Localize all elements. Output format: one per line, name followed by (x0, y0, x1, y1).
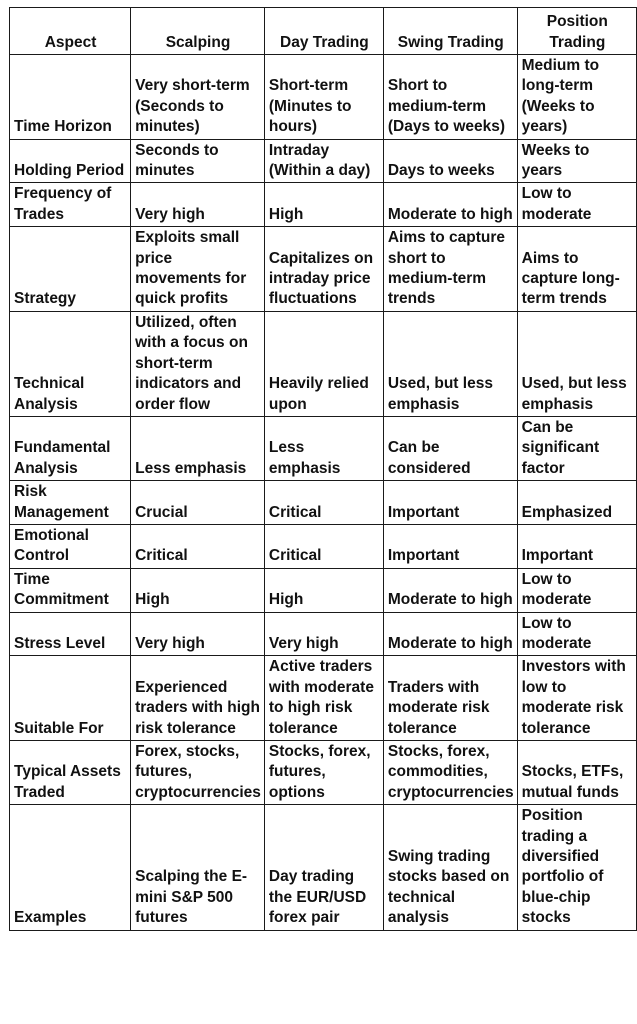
header-position-trading: Position Trading (517, 8, 636, 55)
position-trading-cell: Low to moderate (517, 183, 636, 227)
scalping-cell: Crucial (131, 481, 265, 525)
header-day-trading: Day Trading (264, 8, 383, 55)
comparison-table-container (9, 7, 637, 931)
header-row (10, 8, 637, 55)
table-row (10, 741, 637, 805)
position-trading-cell: Used, but less emphasis (517, 311, 636, 416)
swing-trading-cell: Stocks, forex, commodities, cryptocurrencies (383, 741, 517, 805)
header-scalping: Scalping (131, 8, 265, 55)
header-swing-trading: Swing Trading (383, 8, 517, 55)
day-trading-cell: Day trading the EUR/USD forex pair (264, 805, 383, 930)
scalping-cell: Very high (131, 612, 265, 656)
aspect-cell: Emotional Control (10, 524, 131, 568)
position-trading-cell: Medium to long-term (Weeks to years) (517, 55, 636, 140)
day-trading-cell: Intraday (Within a day) (264, 139, 383, 183)
table-row (10, 227, 637, 312)
day-trading-cell: High (264, 568, 383, 612)
swing-trading-cell: Short to medium-term (Days to weeks) (383, 55, 517, 140)
swing-trading-cell: Moderate to high (383, 612, 517, 656)
position-trading-cell: Position trading a diversified portfolio of blue-chip stocks (517, 805, 636, 930)
aspect-cell: Stress Level (10, 612, 131, 656)
aspect-cell: Risk Management (10, 481, 131, 525)
aspect-cell: Examples (10, 805, 131, 930)
day-trading-cell: Capitalizes on intraday price fluctuations (264, 227, 383, 312)
table-row (10, 481, 637, 525)
scalping-cell: Experienced traders with high risk tolerance (131, 656, 265, 741)
day-trading-cell: High (264, 183, 383, 227)
table-row (10, 805, 637, 930)
scalping-cell: Less emphasis (131, 416, 265, 480)
scalping-cell: Forex, stocks, futures, cryptocurrencies (131, 741, 265, 805)
scalping-cell: Critical (131, 524, 265, 568)
day-trading-cell: Critical (264, 481, 383, 525)
aspect-cell: Time Horizon (10, 55, 131, 140)
scalping-cell: Seconds to minutes (131, 139, 265, 183)
position-trading-cell: Stocks, ETFs, mutual funds (517, 741, 636, 805)
day-trading-cell: Very high (264, 612, 383, 656)
position-trading-cell: Can be significant factor (517, 416, 636, 480)
swing-trading-cell: Moderate to high (383, 183, 517, 227)
position-trading-cell: Aims to capture long-term trends (517, 227, 636, 312)
position-trading-cell: Important (517, 524, 636, 568)
scalping-cell: High (131, 568, 265, 612)
table-row (10, 416, 637, 480)
table-row (10, 612, 637, 656)
position-trading-cell: Weeks to years (517, 139, 636, 183)
aspect-cell: Fundamental Analysis (10, 416, 131, 480)
position-trading-cell: Low to moderate (517, 568, 636, 612)
swing-trading-cell: Aims to capture short to medium-term trends (383, 227, 517, 312)
scalping-cell: Scalping the E-mini S&P 500 futures (131, 805, 265, 930)
day-trading-cell: Active traders with moderate to high risk tolerance (264, 656, 383, 741)
day-trading-cell: Short-term (Minutes to hours) (264, 55, 383, 140)
swing-trading-cell: Moderate to high (383, 568, 517, 612)
position-trading-cell: Low to moderate (517, 612, 636, 656)
swing-trading-cell: Traders with moderate risk tolerance (383, 656, 517, 741)
position-trading-cell: Investors with low to moderate risk tolerance (517, 656, 636, 741)
table-row (10, 55, 637, 140)
swing-trading-cell: Important (383, 524, 517, 568)
aspect-cell: Strategy (10, 227, 131, 312)
aspect-cell: Technical Analysis (10, 311, 131, 416)
day-trading-cell: Stocks, forex, futures, options (264, 741, 383, 805)
aspect-cell: Holding Period (10, 139, 131, 183)
table-row (10, 183, 637, 227)
swing-trading-cell: Used, but less emphasis (383, 311, 517, 416)
scalping-cell: Utilized, often with a focus on short-term indicators and order flow (131, 311, 265, 416)
scalping-cell: Very high (131, 183, 265, 227)
aspect-cell: Typical Assets Traded (10, 741, 131, 805)
header-aspect: Aspect (10, 8, 131, 55)
table-row (10, 568, 637, 612)
swing-trading-cell: Can be considered (383, 416, 517, 480)
table-row (10, 524, 637, 568)
trading-styles-comparison-table (9, 7, 637, 931)
aspect-cell: Suitable For (10, 656, 131, 741)
day-trading-cell: Less emphasis (264, 416, 383, 480)
swing-trading-cell: Days to weeks (383, 139, 517, 183)
scalping-cell: Exploits small price movements for quick profits (131, 227, 265, 312)
aspect-cell: Time Commitment (10, 568, 131, 612)
swing-trading-cell: Swing trading stocks based on technical analysis (383, 805, 517, 930)
table-row (10, 311, 637, 416)
table-row (10, 139, 637, 183)
position-trading-cell: Emphasized (517, 481, 636, 525)
table-body (10, 55, 637, 931)
table-row (10, 656, 637, 741)
aspect-cell: Frequency of Trades (10, 183, 131, 227)
day-trading-cell: Heavily relied upon (264, 311, 383, 416)
swing-trading-cell: Important (383, 481, 517, 525)
day-trading-cell: Critical (264, 524, 383, 568)
scalping-cell: Very short-term (Seconds to minutes) (131, 55, 265, 140)
